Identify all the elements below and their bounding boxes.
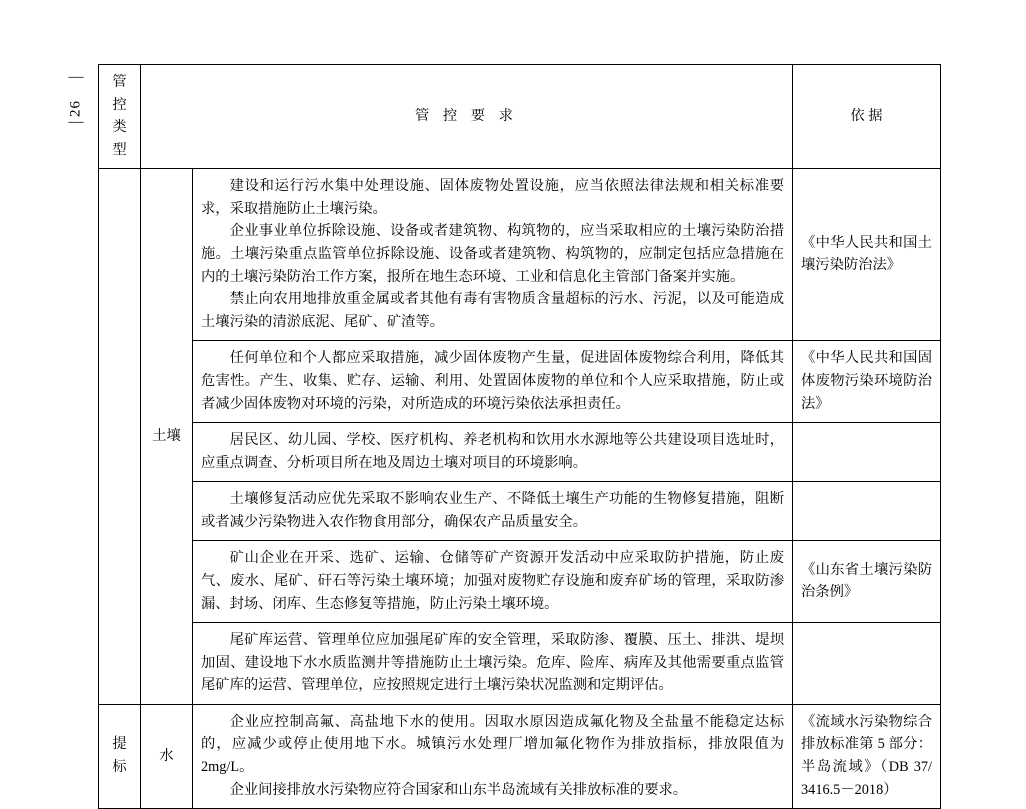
requirement-cell (193, 423, 793, 482)
header-cell-type (99, 65, 141, 169)
table-row (99, 704, 941, 808)
requirement-cell (193, 169, 793, 341)
table-row (99, 341, 941, 423)
requirement-paragraph: 矿山企业在开采、选矿、运输、仓储等矿产资源开发活动中应采取防护措施，防止废气、废水、尾矿、矸石等污染土壤环境；加强对废物贮存设施和废弃矿场的管理，采取防渗漏、封场、闭库、生态修复等措施，防止污染土壤环境。 (201, 550, 785, 612)
media-cell-soil: 土壤 (141, 169, 193, 705)
basis-text: 《中华人民共和国固体废物污染环境防治法》 (801, 350, 933, 412)
requirement-paragraph: 企业应控制高氟、高盐地下水的使用。因取水原因造成氟化物及全盐量不能稳定达标的，应减少或停止使用地下水。城镇污水处理厂增加氟化物作为排放指标，排放限值为 2mg/L。 (201, 713, 785, 776)
requirement-cell (193, 623, 793, 705)
page-number-dash-bottom: — (68, 114, 84, 130)
requirement-cell (193, 704, 793, 808)
header-type-line2: 类型 (112, 119, 127, 158)
requirement-paragraph: 任何单位和个人都应采取措施，减少固体废物产生量，促进固体废物综合利用，降低其危害性。产生、收集、贮存、运输、利用、处置固体废物的单位和个人应采取措施，防止或者减少固体废物对环境的污染，对所造成的环境污染依法承担责任。 (201, 350, 785, 412)
control-requirements-table (98, 64, 941, 809)
basis-cell-empty (793, 482, 941, 541)
requirement-cell (193, 482, 793, 541)
type-line1: 提 (112, 736, 127, 753)
requirement-paragraph: 企业间接排放水污染物应符合国家和山东半岛流域有关排放标准的要求。 (229, 781, 688, 798)
requirement-paragraph: 企业事业单位拆除设施、设备或者建筑物、构筑物的，应当采取相应的土壤污染防治措施。土壤污染重点监管单位拆除设施、设备或者建筑物、构筑物的，应制定包括应急措施在内的土壤污染防治工作方案，报所在地生态环境、工业和信息化主管部门备案并实施。 (201, 223, 785, 285)
page-number-value: 26 (67, 100, 84, 117)
table-row (99, 482, 941, 541)
table-row (99, 541, 941, 623)
requirement-paragraph: 禁止向农用地排放重金属或者其他有毒有害物质含量超标的污水、污泥，以及可能造成土壤污染的清淤底泥、尾矿、矿渣等。 (201, 291, 785, 330)
header-type-line1: 管控 (112, 74, 127, 113)
basis-text: 《山东省土壤污染防治条例》 (801, 561, 933, 601)
type-cell-upgrade (99, 704, 141, 808)
requirement-paragraph: 建设和运行污水集中处理设施、固体废物处置设施，应当依照法律法规和相关标准要求，采取措施防止土壤污染。 (201, 178, 785, 217)
table-row (99, 169, 941, 341)
type-cell-blank (99, 169, 141, 705)
page-number (56, 69, 96, 130)
media-cell-water: 水 (141, 704, 193, 808)
requirement-paragraph: 居民区、幼儿园、学校、医疗机构、养老机构和饮用水水源地等公共建设项目选址时，应重点调查、分析项目所在地及周边土壤对项目的环境影响。 (201, 432, 785, 471)
header-requirement-label: 管 控 要 求 (415, 107, 518, 124)
basis-cell (793, 341, 941, 423)
basis-cell (793, 169, 941, 341)
basis-cell (793, 541, 941, 623)
type-line2: 标 (112, 759, 127, 776)
header-cell-requirement (141, 65, 793, 169)
basis-cell-empty (793, 623, 941, 705)
basis-cell-empty (793, 423, 941, 482)
requirement-cell (193, 341, 793, 423)
basis-cell (793, 704, 941, 808)
requirement-cell (193, 541, 793, 623)
table-row (99, 423, 941, 482)
requirement-paragraph: 尾矿库运营、管理单位应加强尾矿库的安全管理，采取防渗、覆膜、压土、排洪、堤坝加固、建设地下水水质监测井等措施防止土壤污染。危库、险库、病库及其他需要重点监管尾矿库的运营、管理单位，应按照规定进行土壤污染状况监测和定期评估。 (201, 632, 785, 694)
basis-text: 《中华人民共和国土壤污染防治法》 (801, 234, 933, 274)
header-basis-label: 依 据 (850, 107, 883, 124)
table-header-row (99, 65, 941, 169)
table-row (99, 623, 941, 705)
header-cell-basis (793, 65, 941, 169)
page-number-dash-top: — (68, 69, 84, 85)
requirement-paragraph: 土壤修复活动应优先采取不影响农业生产、不降低土壤生产功能的生物修复措施，阻断或者减少污染物进入农作物食用部分，确保农产品质量安全。 (201, 491, 785, 530)
basis-text: 《流域水污染物综合排放标准第 5 部分：半岛流域》（DB 37/ 3416.5－2018） (801, 713, 933, 798)
